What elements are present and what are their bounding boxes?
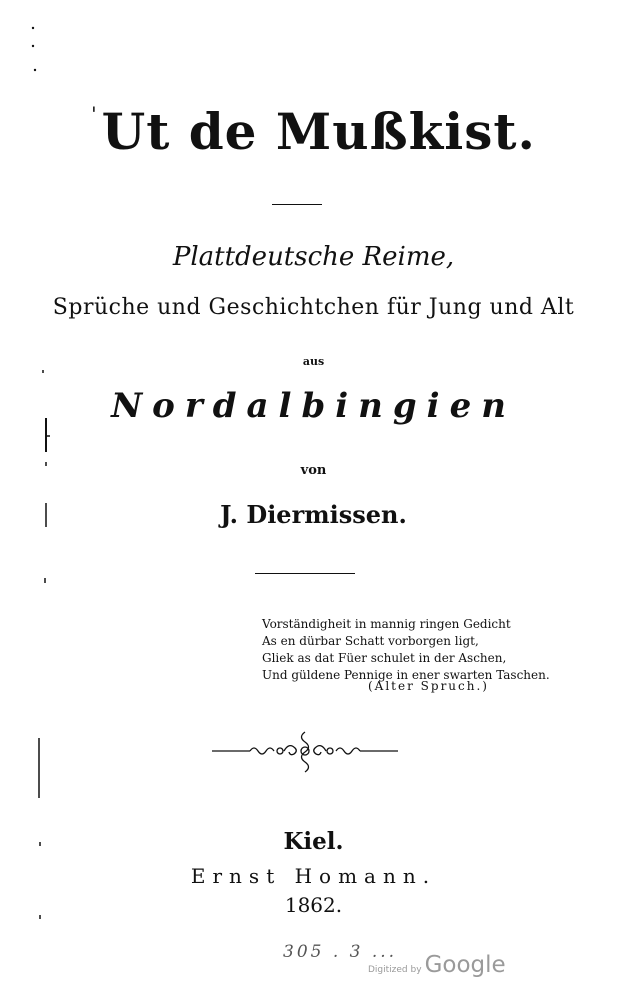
divider-rule-bottom bbox=[255, 573, 355, 574]
region-title: Nordalbingien bbox=[111, 386, 516, 426]
shelfmark-handwritten: 305 . 3 ... bbox=[283, 942, 398, 962]
title-mark: ' bbox=[91, 102, 98, 126]
von-label: von bbox=[300, 463, 327, 478]
ornament-divider bbox=[210, 728, 400, 774]
aus-label: aus bbox=[302, 355, 325, 368]
motto-source: (Alter Spruch.) bbox=[368, 679, 489, 693]
watermark-brand: Google bbox=[424, 952, 506, 978]
imprint-publisher: Ernst Homann. bbox=[190, 864, 437, 888]
subtitle-line-1: Plattdeutsche Reime, bbox=[172, 242, 455, 272]
motto-line: Und güldene Pennige in ener swarten Taschen. bbox=[262, 668, 550, 682]
motto-line: Vorständigheit in mannig ringen Gedicht bbox=[262, 617, 511, 631]
motto bbox=[262, 616, 550, 684]
imprint-city: Kiel. bbox=[283, 828, 344, 855]
author-name: J. Diermissen. bbox=[220, 500, 407, 529]
subtitle-line-2: Sprüche und Geschichtchen für Jung und Alt bbox=[52, 295, 575, 320]
divider-rule-top bbox=[272, 204, 322, 205]
google-watermark bbox=[368, 952, 506, 978]
motto-line: Gliek as dat Füer schulet in der Aschen, bbox=[262, 651, 507, 665]
watermark-prefix: Digitized by bbox=[368, 965, 422, 975]
motto-line: As en dürbar Schatt vorborgen ligt, bbox=[262, 634, 479, 648]
imprint-year: 1862. bbox=[284, 893, 343, 917]
book-title-text: Ut de Mußkist. bbox=[101, 102, 536, 161]
book-title bbox=[0, 102, 627, 161]
